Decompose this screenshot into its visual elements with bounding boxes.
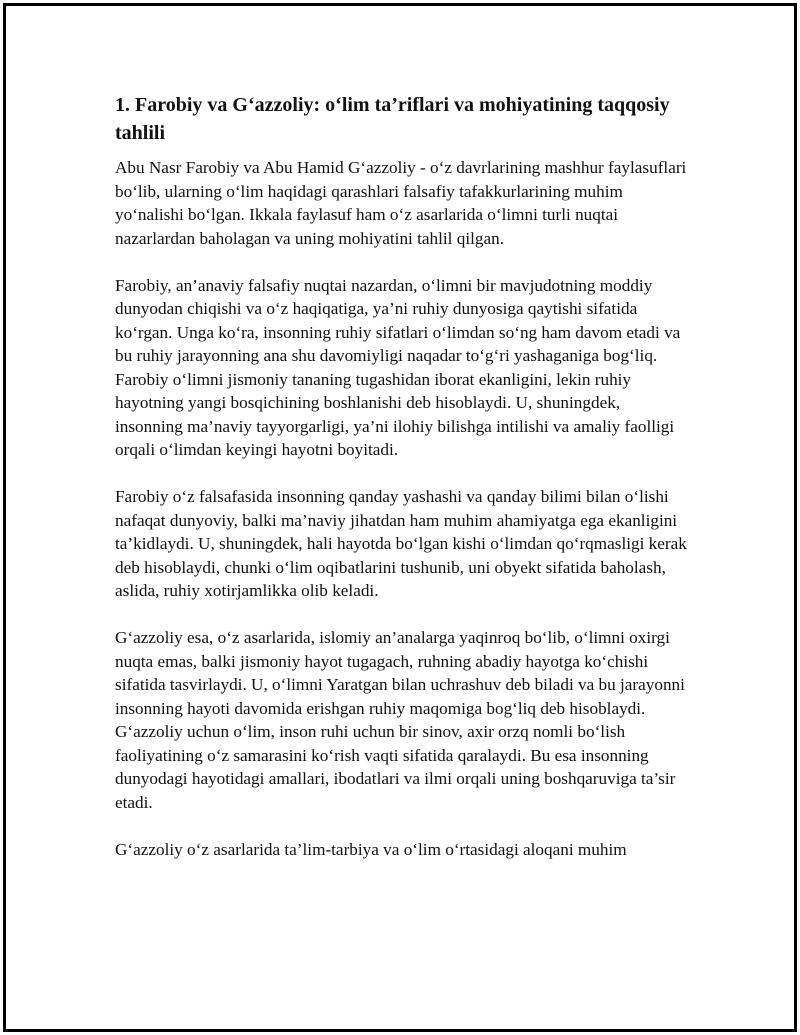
section-heading: 1. Farobiy va G‘azzoliy: o‘lim ta’riflari va mohiyatining taqqosiy tahlili: [115, 94, 670, 144]
paragraph-farobiy-philosophy: Farobiy o‘z falsafasida insonning qanday yashashi va qanday bilimi bilan o‘lishi nafaqat dunyoviy, balki ma’naviy jihatdan ham muhim ahamiyatga ega ekanligini ta’kidlaydi. U, shuningdek, hali hayotda bo‘lgan kishi o‘limdan qo‘rqmasligi kerak deb hisoblaydi, chunki o‘lim oqibatlarini tushunib, uni obyekt sifatida baholash, aslida, ruhiy xotirjamlikka olib keladi.: [115, 487, 687, 600]
paragraph-gazzoliy-view: G‘azzoliy esa, o‘z asarlarida, islomiy an’analarga yaqinroq bo‘lib, o‘limni oxirgi nuqta emas, balki jismoniy hayot tugagach, ruhning abadiy hayotga ko‘chishi sifatida tasvirlaydi. U, o‘limni Yaratgan bilan uchrashuv deb biladi va bu jarayonni insonning hayoti davomida erishgan ruhiy maqomiga bog‘liq deb hisoblaydi. G‘azzoliy uchun o‘lim, inson ruhi uchun bir sinov, axir orzq nomli bo‘lish faoliyatining o‘z samarasini ko‘rish vaqti sifatida qaralaydi. Bu esa insonning dunyodagi hayotidagi amallari, ibodatlari va ilmi orqali uning boshqaruviga ta’sir etadi.: [115, 628, 685, 812]
paragraph-farobiy-death-view: Farobiy, an’anaviy falsafiy nuqtai nazardan, o‘limni bir mavjudotning moddiy dunyodan chiqishi va o‘z haqiqatiga, ya’ni ruhiy dunyosiga qaytishi sifatida ko‘rgan. Unga ko‘ra, insonning ruhiy sifatlari o‘limdan so‘ng ham davom etadi va bu ruhiy jarayonning ana shu davomiyligi naqadar to‘g‘ri yashaganiga bog‘liq. Farobiy o‘limni jismoniy tananing tugashidan iborat ekanligini, lekin ruhiy hayotning yangi bosqichining boshlanishi deb hisoblaydi. U, shuningdek, insonning ma’naviy tayyorgarligi, ya’ni ilohiy bilishga intilishi va amaliy faolligi orqali o‘limdan keyingi hayotni boyitadi.: [115, 275, 681, 459]
document-body: [115, 91, 690, 885]
paragraph-intro: Abu Nasr Farobiy va Abu Hamid G‘azzoliy - o‘z davrlarining mashhur faylasuflari bo‘lib, ularning o‘lim haqidagi qarashlari falsafiy tafakkurlarining muhim yo‘nalishi bo‘lgan. Ikkala faylasuf ham o‘z asarlarida o‘limni turli nuqtai nazarlardan baholagan va uning mohiyatini tahlil qilgan.: [115, 158, 687, 248]
paragraph-gazzoliy-education: G‘azzoliy o‘z asarlarida ta’lim-tarbiya va o‘lim o‘rtasidagi aloqani muhim: [115, 839, 627, 859]
